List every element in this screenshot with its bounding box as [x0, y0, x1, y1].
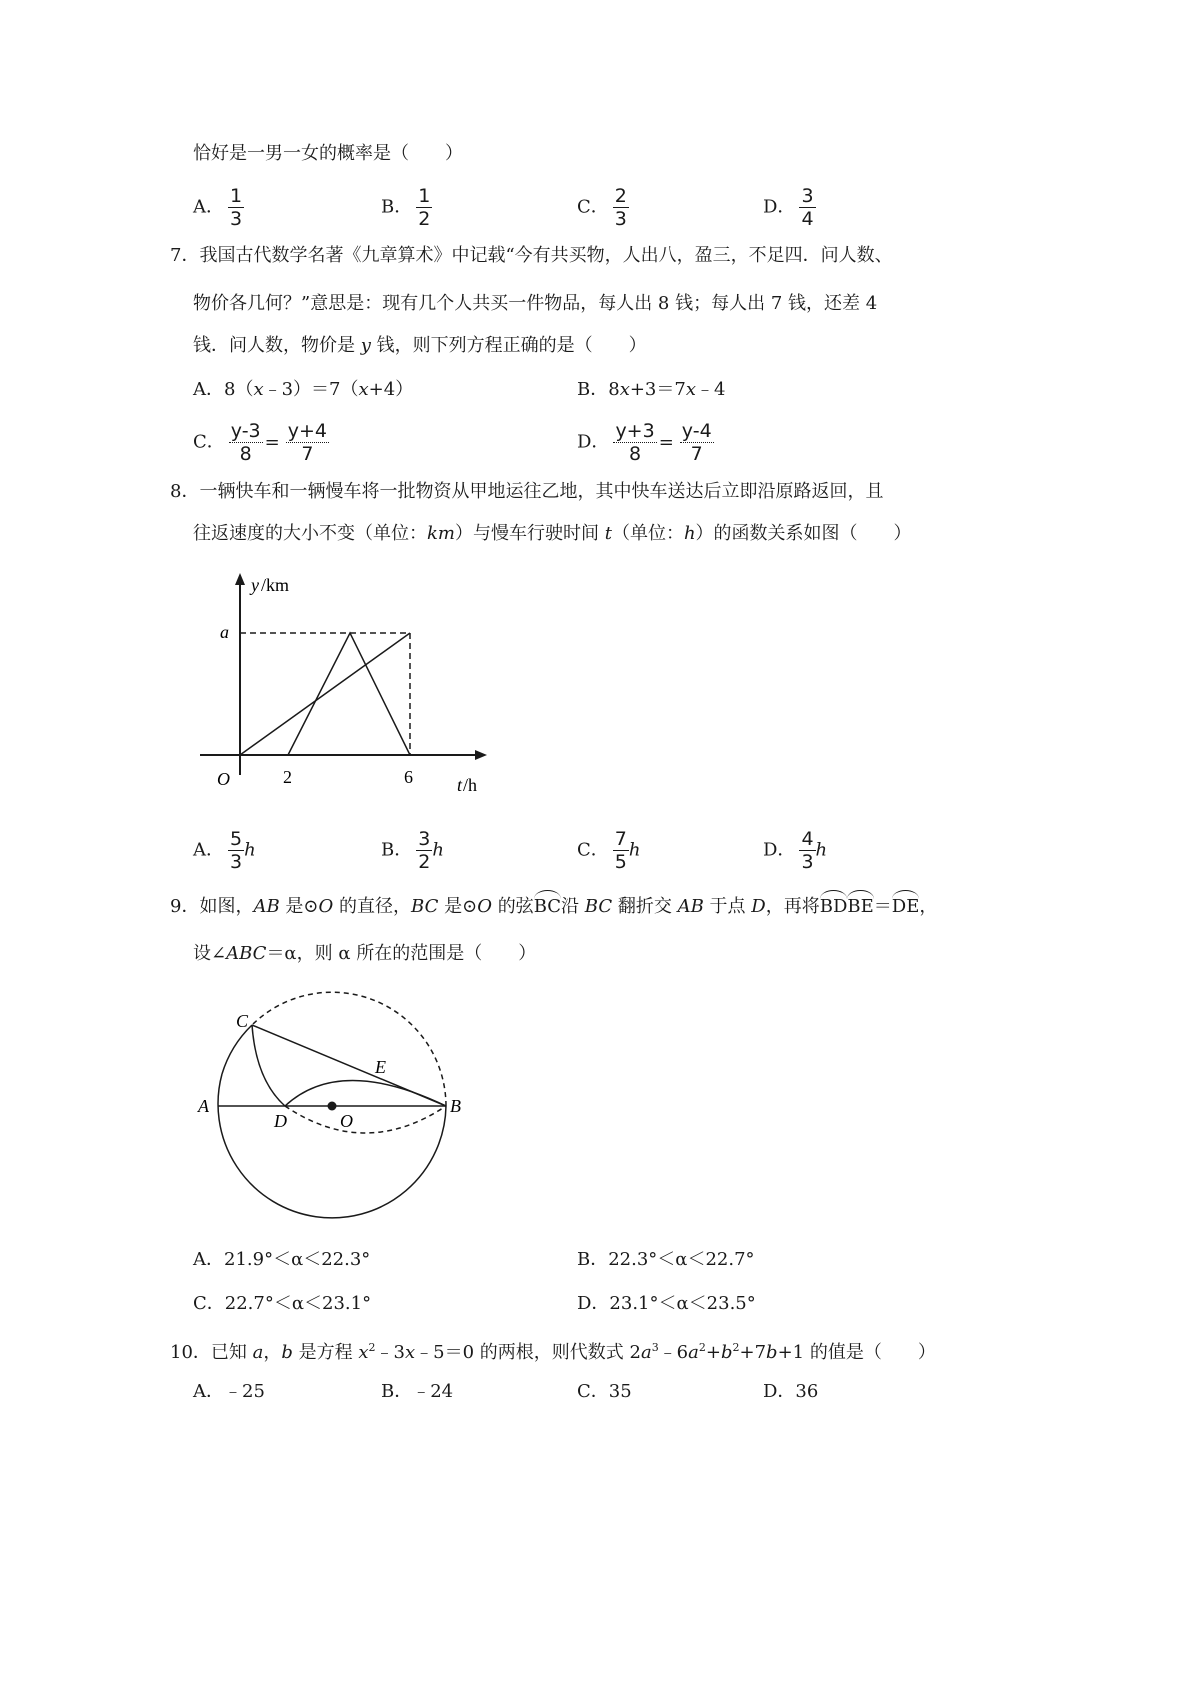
arc-bd: BD — [820, 893, 848, 921]
fraction: $\frac{7}{5}$ — [614, 828, 627, 873]
tick-label-2: 2 — [283, 767, 292, 787]
fraction: $\frac{3}{4}$ — [801, 185, 814, 230]
q8-option-a[interactable]: A． $\frac{5}{3}$ h — [193, 828, 256, 873]
fraction: $\frac{3}{2}$ — [418, 828, 431, 873]
label-o: O — [340, 1111, 353, 1131]
fraction: $\frac{2}{3}$ — [614, 185, 627, 230]
slow-car-line — [240, 633, 410, 755]
fraction: $\frac{y-4}{7}$ — [681, 420, 712, 465]
q9-option-b[interactable]: B．22.3°＜α＜22.7° — [577, 1249, 755, 1270]
label-c: C — [236, 1011, 249, 1031]
q9-line-1: 9．如图，AB 是⊙O 的直径，BC 是⊙O 的弦BC沿 BC 翻折交 AB 于点 D，再将BDBE＝DE， — [170, 893, 937, 921]
q8-option-b[interactable]: B． $\frac{3}{2}$ h — [381, 828, 444, 873]
fraction: $\frac{y-3}{8}$ — [230, 420, 261, 465]
arc-bc: BC — [534, 893, 561, 921]
q9-line-2: 设∠ABC＝α，则 α 所在的范围是（ ） — [193, 943, 537, 964]
q10-option-b[interactable]: B．﹣24 — [381, 1381, 454, 1402]
option-label: A． — [193, 196, 224, 218]
x-axis-label-var: t — [457, 775, 463, 795]
circle-solid-arc-top-left — [222, 1025, 252, 1074]
fraction: $\frac{4}{3}$ — [801, 828, 814, 873]
center-point-o — [328, 1102, 337, 1111]
fraction: $\frac{1}{2}$ — [418, 185, 431, 230]
q6-option-c[interactable] — [577, 185, 629, 230]
label-b: B — [450, 1096, 461, 1116]
dashed-arc-db — [285, 1106, 446, 1133]
fraction: $\frac{y+3}{8}$ — [615, 420, 655, 465]
circle-dashed-arc — [252, 992, 446, 1106]
fraction: $\frac{5}{3}$ — [230, 828, 243, 873]
q8-option-c[interactable]: C． $\frac{7}{5}$ h — [577, 828, 641, 873]
q7-option-a[interactable]: A．8（x﹣3）＝7（x+4） — [193, 379, 414, 400]
y-axis-label-unit: /km — [261, 575, 290, 595]
tick-label-6: 6 — [404, 767, 413, 787]
q7-line-3: 钱．问人数，物价是 y 钱，则下列方程正确的是（ ） — [193, 335, 647, 356]
label-a: A — [198, 1096, 209, 1116]
q6-option-d[interactable] — [763, 185, 816, 230]
q6-stem: 恰好是一男一女的概率是（ ） — [193, 143, 463, 164]
q9-option-c[interactable]: C．22.7°＜α＜23.1° — [193, 1293, 372, 1314]
q10-option-d[interactable]: D．36 — [763, 1381, 819, 1402]
x-axis-arrow — [475, 750, 487, 760]
q7-option-d[interactable]: D． $\frac{y+3}{8}$ = $\frac{y-4}{7}$ — [577, 420, 712, 465]
option-label: D． — [763, 196, 796, 218]
fraction: $\frac{y+4}{7}$ — [287, 420, 327, 465]
circle-solid-arc — [218, 1074, 446, 1218]
q9-figure — [190, 985, 480, 1225]
a-label: a — [220, 622, 229, 642]
q6-option-b[interactable] — [381, 185, 432, 230]
label-d: D — [274, 1111, 287, 1131]
q8-line-2: 往返速度的大小不变（单位：km）与慢车行驶时间 t（单位：h）的函数关系如图（ ） — [193, 523, 912, 544]
q7-line-1: 7．我国古代数学名著《九章算术》中记载“今有共买物，人出八，盈三，不足四．问人数、 — [170, 245, 893, 266]
y-axis-arrow — [235, 573, 245, 585]
fraction: $\frac{1}{3}$ — [230, 185, 243, 230]
q9-option-a[interactable]: A．21.9°＜α＜22.3° — [193, 1249, 371, 1270]
origin-label: O — [217, 769, 230, 789]
q7-line-2: 物价各几何？”意思是：现有几个人共买一件物品，每人出 8 钱；每人出 7 钱，还差 4 — [193, 293, 878, 314]
arc-be: BE — [847, 893, 873, 921]
q7-option-b[interactable]: B．8x+3＝7x﹣4 — [577, 379, 726, 400]
q8-option-d[interactable]: D． $\frac{4}{3}$ h — [763, 828, 828, 873]
x-axis-label-unit: /h — [463, 775, 478, 795]
label-e: E — [375, 1057, 386, 1077]
arc-de: DE — [892, 893, 920, 921]
q10-option-c[interactable]: C．35 — [577, 1381, 632, 1402]
q6-option-a[interactable] — [193, 185, 244, 230]
q10-stem: 10．已知 a，b 是方程 $x^2﹣3x﹣5=0$ 的两根，则代数式 $2a^3﹣6a^2+b^2+7b+1$ 的值是（ ） — [170, 1341, 936, 1363]
fast-car-line — [288, 633, 410, 755]
folded-arc-db — [285, 1081, 446, 1107]
q10-option-a[interactable]: A．﹣25 — [193, 1381, 265, 1402]
option-label: C． — [577, 196, 609, 218]
q9-option-d[interactable]: D．23.1°＜α＜23.5° — [577, 1293, 756, 1314]
q8-line-1: 8．一辆快车和一辆慢车将一批物资从甲地运往乙地，其中快车送达后立即沿原路返回，且 — [170, 481, 884, 502]
q8-graph — [195, 565, 495, 805]
option-label: B． — [381, 196, 413, 218]
q7-option-c[interactable]: C． $\frac{y-3}{8}$ = $\frac{y+4}{7}$ — [193, 420, 327, 465]
y-axis-label-var: y — [251, 575, 259, 595]
